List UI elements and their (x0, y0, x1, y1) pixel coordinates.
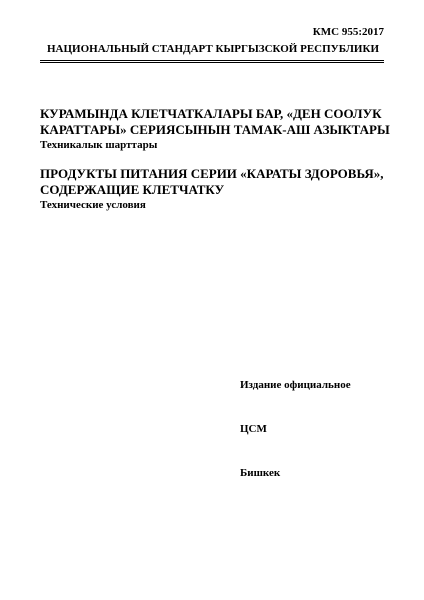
subtitle-kg: Техникалык шарттары (40, 139, 158, 151)
title-kg-line-2: КАРАТТАРЫ» СЕРИЯСЫНЫН ТАМАК-АШ АЗЫКТАРЫ (40, 122, 390, 137)
document-code: КМС 955:2017 (312, 26, 384, 38)
city-label: Бишкек (240, 467, 281, 479)
header-divider-bottom (40, 62, 384, 63)
title-kg-line-1: КУРАМЫНДА КЛЕТЧАТКАЛАРЫ БАР, «ДЕН СООЛУК (40, 106, 382, 121)
header-divider-top (40, 60, 384, 61)
standard-org-title: НАЦИОНАЛЬНЫЙ СТАНДАРТ КЫРГЫЗСКОЙ РЕСПУБЛИКИ (47, 43, 380, 55)
title-ru-line-2: СОДЕРЖАЩИЕ КЛЕТЧАТКУ (40, 182, 225, 197)
publisher-label: ЦСМ (240, 423, 267, 435)
title-ru-line-1: ПРОДУКТЫ ПИТАНИЯ СЕРИИ «КАРАТЫ ЗДОРОВЬЯ», (40, 166, 384, 181)
title-block-kyrgyz (40, 106, 390, 152)
edition-label: Издание официальное (240, 379, 351, 391)
title-block-russian (40, 166, 384, 212)
subtitle-ru: Технические условия (40, 199, 146, 211)
